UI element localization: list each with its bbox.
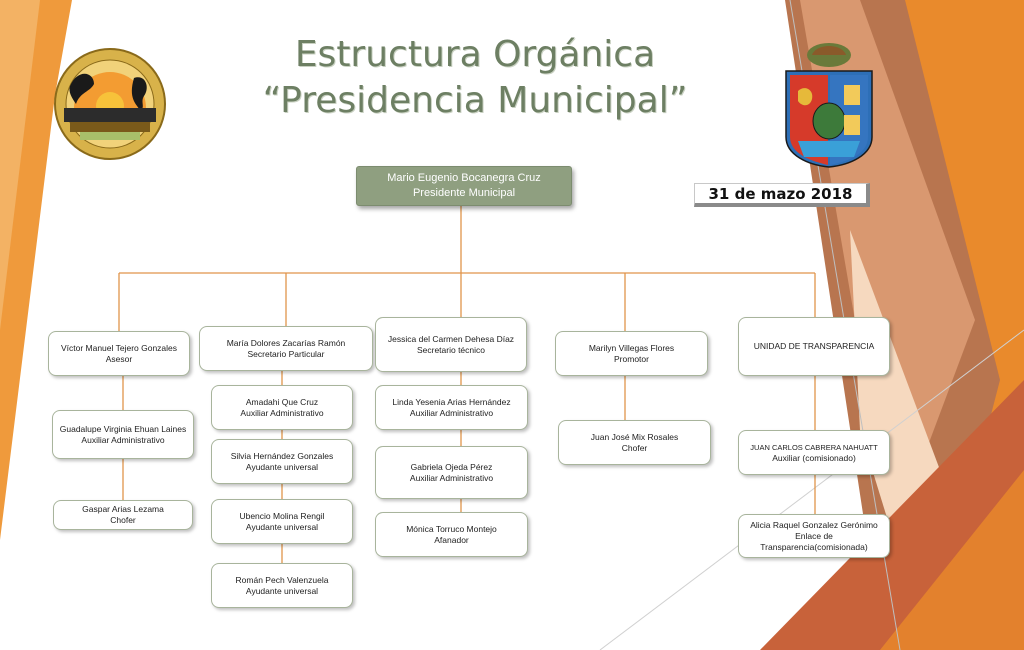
org-box-role: Secretario técnico xyxy=(416,344,486,355)
org-box-staff xyxy=(211,439,353,484)
org-box-name: Mónica Torruco Montejo xyxy=(406,523,497,534)
org-box-name: Linda Yesenia Arias Hernández xyxy=(392,396,511,407)
org-box-name: Juan José Mix Rosales xyxy=(590,431,679,442)
org-box-promotor xyxy=(555,331,708,376)
org-box-staff xyxy=(52,410,194,459)
org-box-role: Chofer xyxy=(110,515,136,525)
org-box-role: Afanador xyxy=(434,534,469,545)
tabasco-coat-of-arms xyxy=(784,41,874,169)
org-box-name: Alicia Raquel Gonzalez Gerónimo xyxy=(750,519,878,530)
org-box-staff xyxy=(211,385,353,430)
org-box-asesor xyxy=(48,331,190,376)
org-box-role: Auxiliar Administrativo xyxy=(409,472,494,483)
org-box-role: Secretario Particular xyxy=(247,348,325,359)
org-box-name: Víctor Manuel Tejero Gonzales xyxy=(60,342,178,353)
president-name: Mario Eugenio Bocanegra Cruz xyxy=(387,172,541,184)
org-box-role: Auxiliar (comisionado) xyxy=(772,452,856,463)
org-box-staff xyxy=(558,420,711,465)
org-box-name: Marilyn Villegas Flores xyxy=(588,342,675,353)
page-title-line1: Estructura Orgánica xyxy=(294,34,656,75)
org-box-name: Gaspar Arias Lezama xyxy=(82,504,164,514)
org-box-name: Silvia Hernández Gonzales xyxy=(230,450,334,461)
org-box-name: UNIDAD DE TRANSPARENCIA xyxy=(753,341,875,351)
org-box-staff xyxy=(738,430,890,475)
org-box-secretario-particular xyxy=(199,326,373,371)
org-box-role: Ayudante universal xyxy=(245,521,319,532)
org-box-name: Amadahi Que Cruz xyxy=(245,396,319,407)
org-box-name: Román Pech Valenzuela xyxy=(235,574,329,585)
org-box-role: Asesor xyxy=(105,353,133,364)
org-box-role: Chofer xyxy=(621,442,648,453)
balancan-logo xyxy=(50,48,170,160)
org-box-staff xyxy=(375,512,528,557)
org-box-name: Guadalupe Virginia Ehuan Laines xyxy=(59,423,187,434)
org-box-role: Ayudante universal xyxy=(245,585,319,596)
org-box-name: Ubencio Molina Rengil xyxy=(239,510,325,521)
org-box-secretario-tecnico xyxy=(375,317,527,372)
org-box-role: Ayudante universal xyxy=(245,461,319,472)
president-role: Presidente Municipal xyxy=(412,187,516,199)
date-label: 31 de mazo 2018 xyxy=(694,183,870,207)
org-box-name: Jessica del Carmen Dehesa Díaz xyxy=(387,333,515,344)
org-box-staff xyxy=(211,499,353,544)
org-box-staff xyxy=(738,514,890,558)
org-box-role: Auxiliar Administrativo xyxy=(240,407,324,418)
org-box-role: Auxiliar Administrativo xyxy=(409,407,494,418)
org-box-staff xyxy=(53,500,193,530)
org-box-staff xyxy=(211,563,353,608)
org-box-name: JUAN CARLOS CABRERA NAHUATT xyxy=(750,442,878,452)
org-box-role: Auxiliar Administrativo xyxy=(81,434,165,445)
org-box-role: Enlace de Transparencia(comisionada) xyxy=(760,530,868,552)
org-box-role: Promotor xyxy=(614,353,649,364)
page-title-line2: “Presidencia Municipal” xyxy=(262,80,688,121)
org-box-name: Gabriela Ojeda Pérez xyxy=(410,461,493,472)
org-box-unidad-transparencia xyxy=(738,317,890,376)
org-box-staff xyxy=(375,446,528,499)
org-box-staff xyxy=(375,385,528,430)
org-box-name: María Dolores Zacarías Ramón xyxy=(226,337,346,348)
president-box xyxy=(356,166,572,206)
